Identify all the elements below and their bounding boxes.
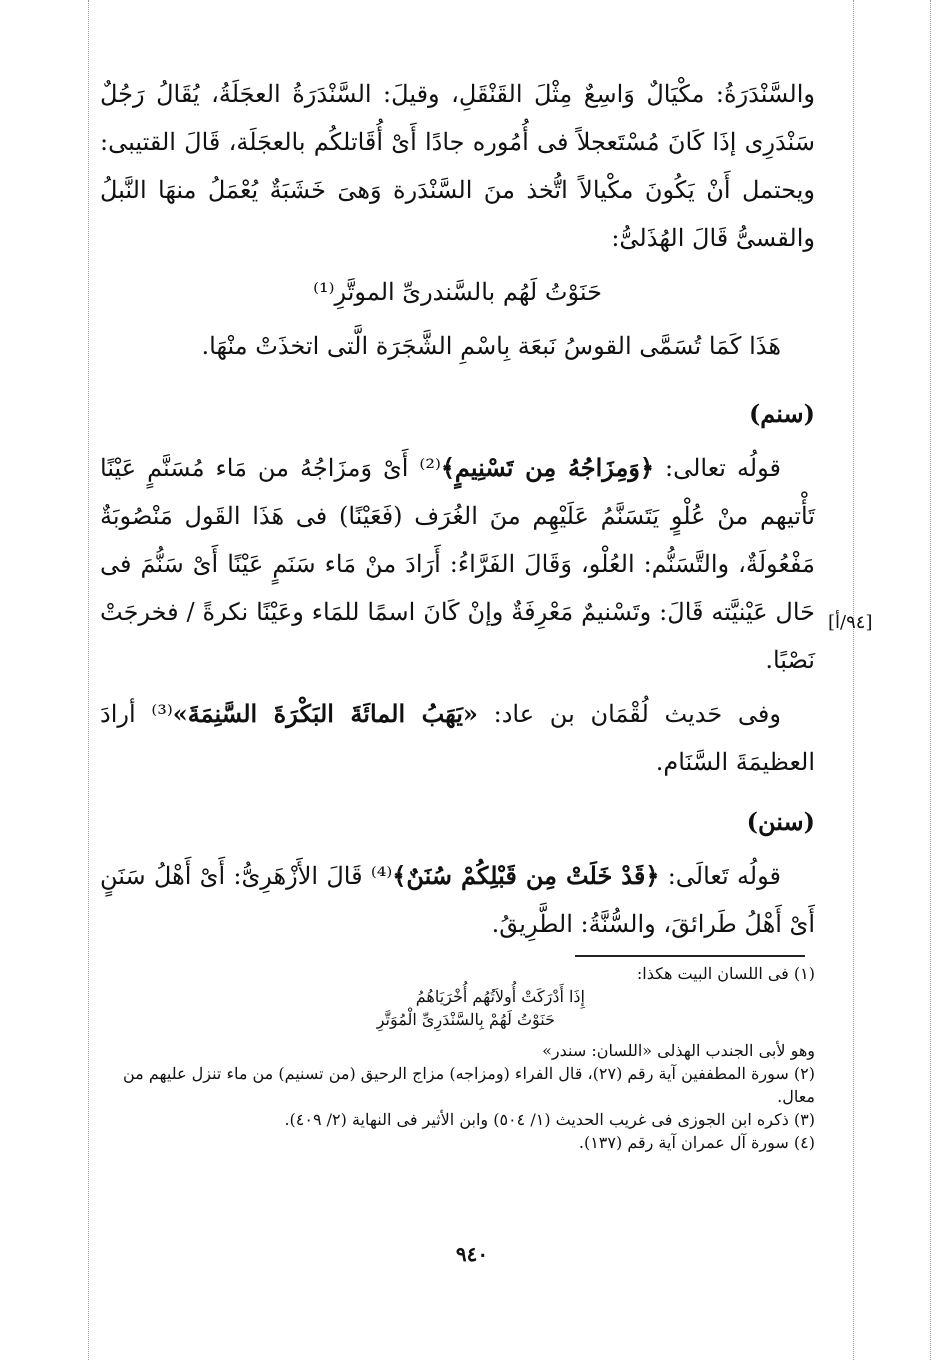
tasnim-prefix: قولُه تعالى: xyxy=(654,454,781,482)
dotted-guide-far-right xyxy=(930,0,931,1360)
luqman-prefix: وفى حَديث لُقْمَان بن عاد: xyxy=(477,700,781,728)
tasnim-body: ⁽²⁾ أَىْ وَمزَاجُهُ من مَاء مُسَنَّمٍ عَيْنًا تَأْتيهم منْ عُلْوٍ يَتَسَنَّمُ عَلَيْهِم منَ الغُرَف (فَعَيْنًا) فى هَذَا القَول مَنْصُوبَةٌ مَفْعُولَةٌ، والتَّسَنُّم: العُلْو، وَقَالَ الفَرَّاءُ: أَرَادَ منْ مَاء سَنَمٍ عَيْنًا أَىْ سَنُّمَ فى حَال عَيْنيَّته قَالَ: وتَسْنيمٌ مَعْرِفَةٌ وإنْ كَانَ اسمًا للمَاء وعَيْنًا نكرةً / فخرجَتْ نَصْبًا. xyxy=(100,454,815,674)
manuscript-folio-ref: [٩٤/أ] xyxy=(828,612,873,633)
footnotes xyxy=(100,962,815,1154)
footnote-1-intro: (١) فى اللسان البيت هكذا: xyxy=(636,964,815,983)
sunan-prefix: قولُه تَعالَى: xyxy=(659,862,781,890)
quran-quote-sunan: ﴿قَدْ خَلَتْ مِن قَبْلِكُمْ سُنَنٌ﴾ xyxy=(392,861,660,890)
sunan-body: ⁽⁴⁾ قَالَ الأَزْهَرِىُّ: أَىْ أَهْلُ سَنَنٍ أَىْ أَهْلُ طَرائقَ، والسُّنَّةُ: الطَّرِيقُ. xyxy=(100,862,815,938)
paragraph-sandara: والسَّنْدَرَةُ: مكْيَالٌ وَاسِعٌ مِثْلَ القَنْقَلِ، وقيلَ: السَّنْدَرَةُ العجَلَةُ، يُقَالُ رَجُلٌ سَنْدَرِى إذَا كَانَ مُسْتَعجلاً فى أُمُوره جادًا أَىْ أُقَاتلكُم بالعجَلَة، قَالَ القتيبى: ويحتمل أَنْ يَكُونَ مكْيالاً اتُّخذ منَ السَّنْدَرة وَهىَ خَشَبَةٌ يُعْمَلُ منهَا النَّبلُ والقسىُّ قَالَ الهُذَلىُّ: xyxy=(100,80,815,252)
paragraph-sunan xyxy=(100,852,815,948)
footnote-1-verse-1: إِذَا أَدْرَكَتْ أُولاَتُهُم أُخْرَيَاهُمُ xyxy=(415,987,585,1006)
footnote-1-verse-2: حَنَوْتُ لَهُمْ بِالسَّنْدَرِىِّ الْمُوَتَّرِ xyxy=(376,1010,555,1029)
dotted-guide-left xyxy=(88,0,89,1360)
heading-sanan: (سنن) xyxy=(746,807,815,836)
main-text xyxy=(100,70,815,948)
footnote-1-attribution: وهو لأبى الجندب الهذلى «اللسان: سندر» xyxy=(542,1041,815,1060)
quran-quote-tasnim: ﴿وَمِزَاجُهُ مِن تَسْنِيمٍ﴾ xyxy=(440,453,655,482)
heading-sanam: (سنم) xyxy=(748,399,815,428)
footnote-separator xyxy=(575,955,805,957)
dotted-guide-right xyxy=(853,0,854,1360)
verse-line: حَنَوْتُ لَهُم بالسَّندرىِّ الموتَّرِ⁽¹⁾ xyxy=(313,278,602,306)
paragraph-qaws: هَذَا كَمَا تُسَمَّى القوسُ نَبعَة بِاسْمِ الشَّجَرَة الَّتى اتخذَتْ منْهَا. xyxy=(201,332,781,360)
footnote-4: (٤) سورة آل عمران آية رقم (١٣٧). xyxy=(578,1133,815,1152)
paragraph-tasnim xyxy=(100,444,815,684)
hadith-quote: «يَهَبُ المائَةَ البَكْرَةَ السَّنِمَةَ» xyxy=(172,699,478,728)
luqman-body: ⁽³⁾ أرادَ العظيمَةَ السَّنَام. xyxy=(100,700,815,776)
page-number: ٩٤٠ xyxy=(455,1242,489,1266)
footnote-2: (٢) سورة المطففين آية رقم (٢٧)، قال الفراء (ومزاجه) مزاج الرحيق (من تسنيم) من ماء تنزل عليهم من معال. xyxy=(123,1064,815,1106)
footnote-3: (٣) ذكره ابن الجوزى فى غريب الحديث (١/ ٥٠٤) وابن الأثير فى النهاية (٢/ ٤٠٩). xyxy=(284,1110,815,1129)
paragraph-luqman xyxy=(100,690,815,786)
